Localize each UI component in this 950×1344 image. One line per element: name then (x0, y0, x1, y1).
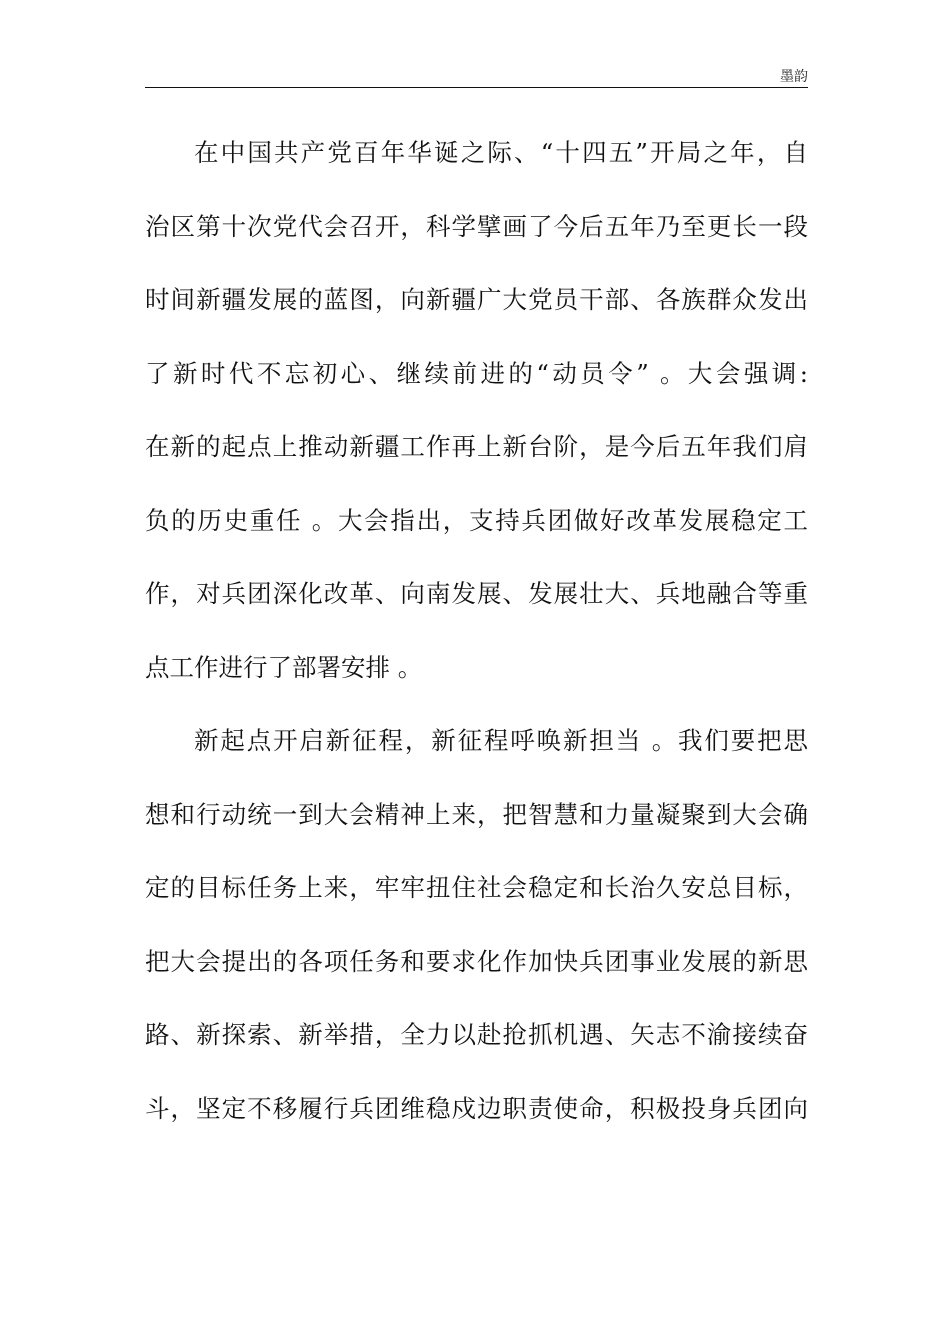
paragraph-1-line-1: 在中国共产党百年华诞之际、“十四五”开局之年，自 (194, 138, 808, 167)
paragraph-1-line-7: 作，对兵团深化改革、向南发展、发展壮大、兵地融合等重 (145, 579, 808, 608)
paragraph-1-line-4: 了新时代不忘初心、继续前进的“动员令” 。大会强调: (145, 358, 808, 388)
document-body (145, 128, 808, 1157)
paragraph-1 (145, 128, 808, 716)
paragraph-2-line-5: 路、新探索、新举措，全力以赴抢抓机遇、矢志不渝接续奋 (145, 1020, 808, 1049)
paragraph-1-line-6: 负的历史重任 。大会指出，支持兵团做好改革发展稳定工 (145, 505, 808, 535)
paragraph-1-line-2: 治区第十次党代会召开，科学擘画了今后五年乃至更长一段 (145, 211, 808, 241)
paragraph-2 (145, 716, 808, 1157)
paragraph-2-line-2: 想和行动统一到大会精神上来，把智慧和力量凝聚到大会确 (145, 799, 808, 829)
paragraph-2-line-4: 把大会提出的各项任务和要求化作加快兵团事业发展的新思 (145, 946, 808, 976)
paragraph-1-line-5: 在新的起点上推动新疆工作再上新台阶，是今后五年我们肩 (145, 432, 808, 461)
header-rule (145, 87, 808, 88)
paragraph-2-line-6: 斗，坚定不移履行兵团维稳戍边职责使命，积极投身兵团向 (145, 1093, 808, 1123)
paragraph-1-line-8: 点工作进行了部署安排 。 (145, 652, 423, 682)
page-header (145, 62, 808, 88)
header-text: 墨韵 (780, 69, 808, 85)
paragraph-1-line-3: 时间新疆发展的蓝图，向新疆广大党员干部、各族群众发出 (145, 285, 808, 314)
paragraph-2-line-3: 定的目标任务上来，牢牢扭住社会稳定和长治久安总目标， (145, 873, 808, 902)
paragraph-2-line-1: 新起点开启新征程，新征程呼唤新担当 。我们要把思 (194, 726, 808, 755)
